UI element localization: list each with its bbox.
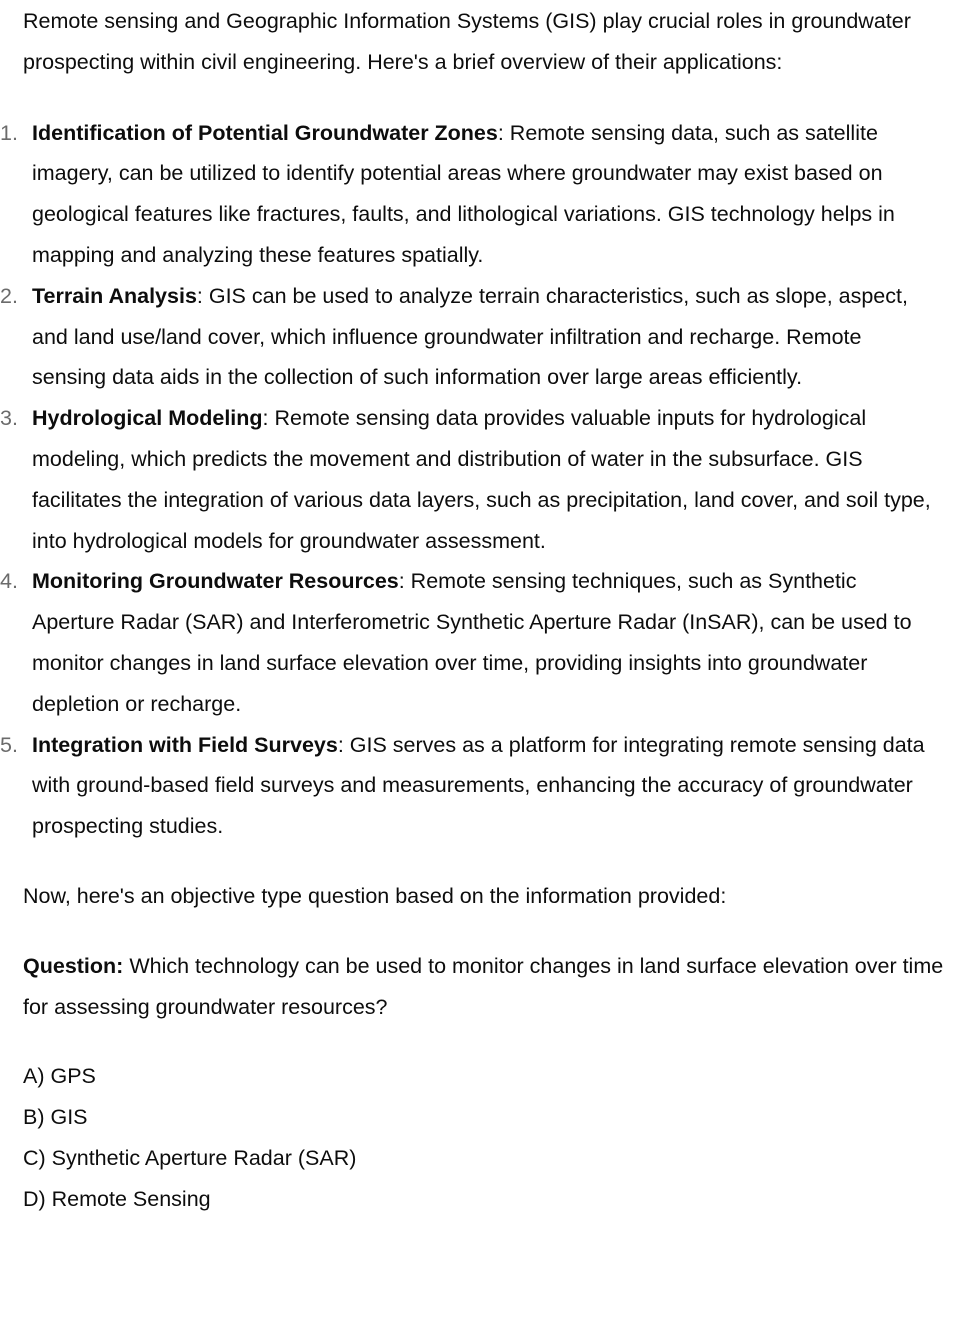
list-item-title: Hydrological Modeling [32, 406, 263, 431]
answer-option-d: D) Remote Sensing [23, 1186, 211, 1211]
list-number: 2. [0, 283, 18, 308]
list-item-title: Integration with Field Surveys [32, 732, 338, 757]
list-item [0, 276, 965, 398]
answer-option-c: C) Synthetic Aperture Radar (SAR) [23, 1145, 357, 1170]
list-item-title: Identification of Potential Groundwater Zones [32, 120, 498, 145]
list-number: 3. [0, 406, 18, 431]
question-text: Which technology can be used to monitor changes in land surface elevation over time for assessing groundwater resources? [23, 953, 944, 1019]
list-item [0, 113, 965, 276]
list-item [0, 725, 965, 847]
list-item-body: : GIS can be used to analyze terrain characteristics, such as slope, aspect, and land use/land cover, which influence groundwater infiltration and recharge. Remote sensing data aids in the collection of such information over large areas efficiently. [32, 283, 908, 390]
answer-option-b: B) GIS [23, 1105, 88, 1130]
list-item-body: : Remote sensing data, such as satellite imagery, can be utilized to identify potential areas where groundwater may exist based on geological features like fractures, faults, and lithological variations. GIS technology helps in mapping and analyzing these features spatially. [32, 120, 895, 267]
list-number: 4. [0, 569, 18, 594]
question-paragraph [0, 946, 965, 1028]
answer-option-a: A) GPS [23, 1064, 96, 1089]
list-item-title: Terrain Analysis [32, 283, 197, 308]
list-item-body: : Remote sensing techniques, such as Synthetic Aperture Radar (SAR) and Interferometric Synthetic Aperture Radar (InSAR), can be used to monitor changes in land surface elevation over time, providing insights into groundwater depletion or recharge. [32, 569, 912, 716]
list-item [0, 561, 965, 724]
list-item [0, 398, 965, 561]
list-number: 1. [0, 120, 18, 145]
applications-list [0, 113, 965, 847]
transition-paragraph: Now, here's an objective type question based on the information provided: [23, 883, 727, 908]
answer-options [0, 1056, 965, 1219]
list-item-title: Monitoring Groundwater Resources [32, 569, 399, 594]
list-item-body: : GIS serves as a platform for integrating remote sensing data with ground-based field surveys and measurements, enhancing the accuracy of groundwater prospecting studies. [32, 732, 925, 839]
intro-paragraph: Remote sensing and Geographic Information Systems (GIS) play crucial roles in groundwater prospecting within civil engineering. Here's a brief overview of their applications: [23, 9, 911, 74]
list-item-body: : Remote sensing data provides valuable inputs for hydrological modeling, which predicts the movement and distribution of water in the subsurface. GIS facilitates the integration of various data layers, such as precipitation, land cover, and soil type, into hydrological models for groundwater assessment. [32, 406, 931, 553]
list-number: 5. [0, 732, 18, 757]
question-label: Question: [23, 953, 124, 978]
